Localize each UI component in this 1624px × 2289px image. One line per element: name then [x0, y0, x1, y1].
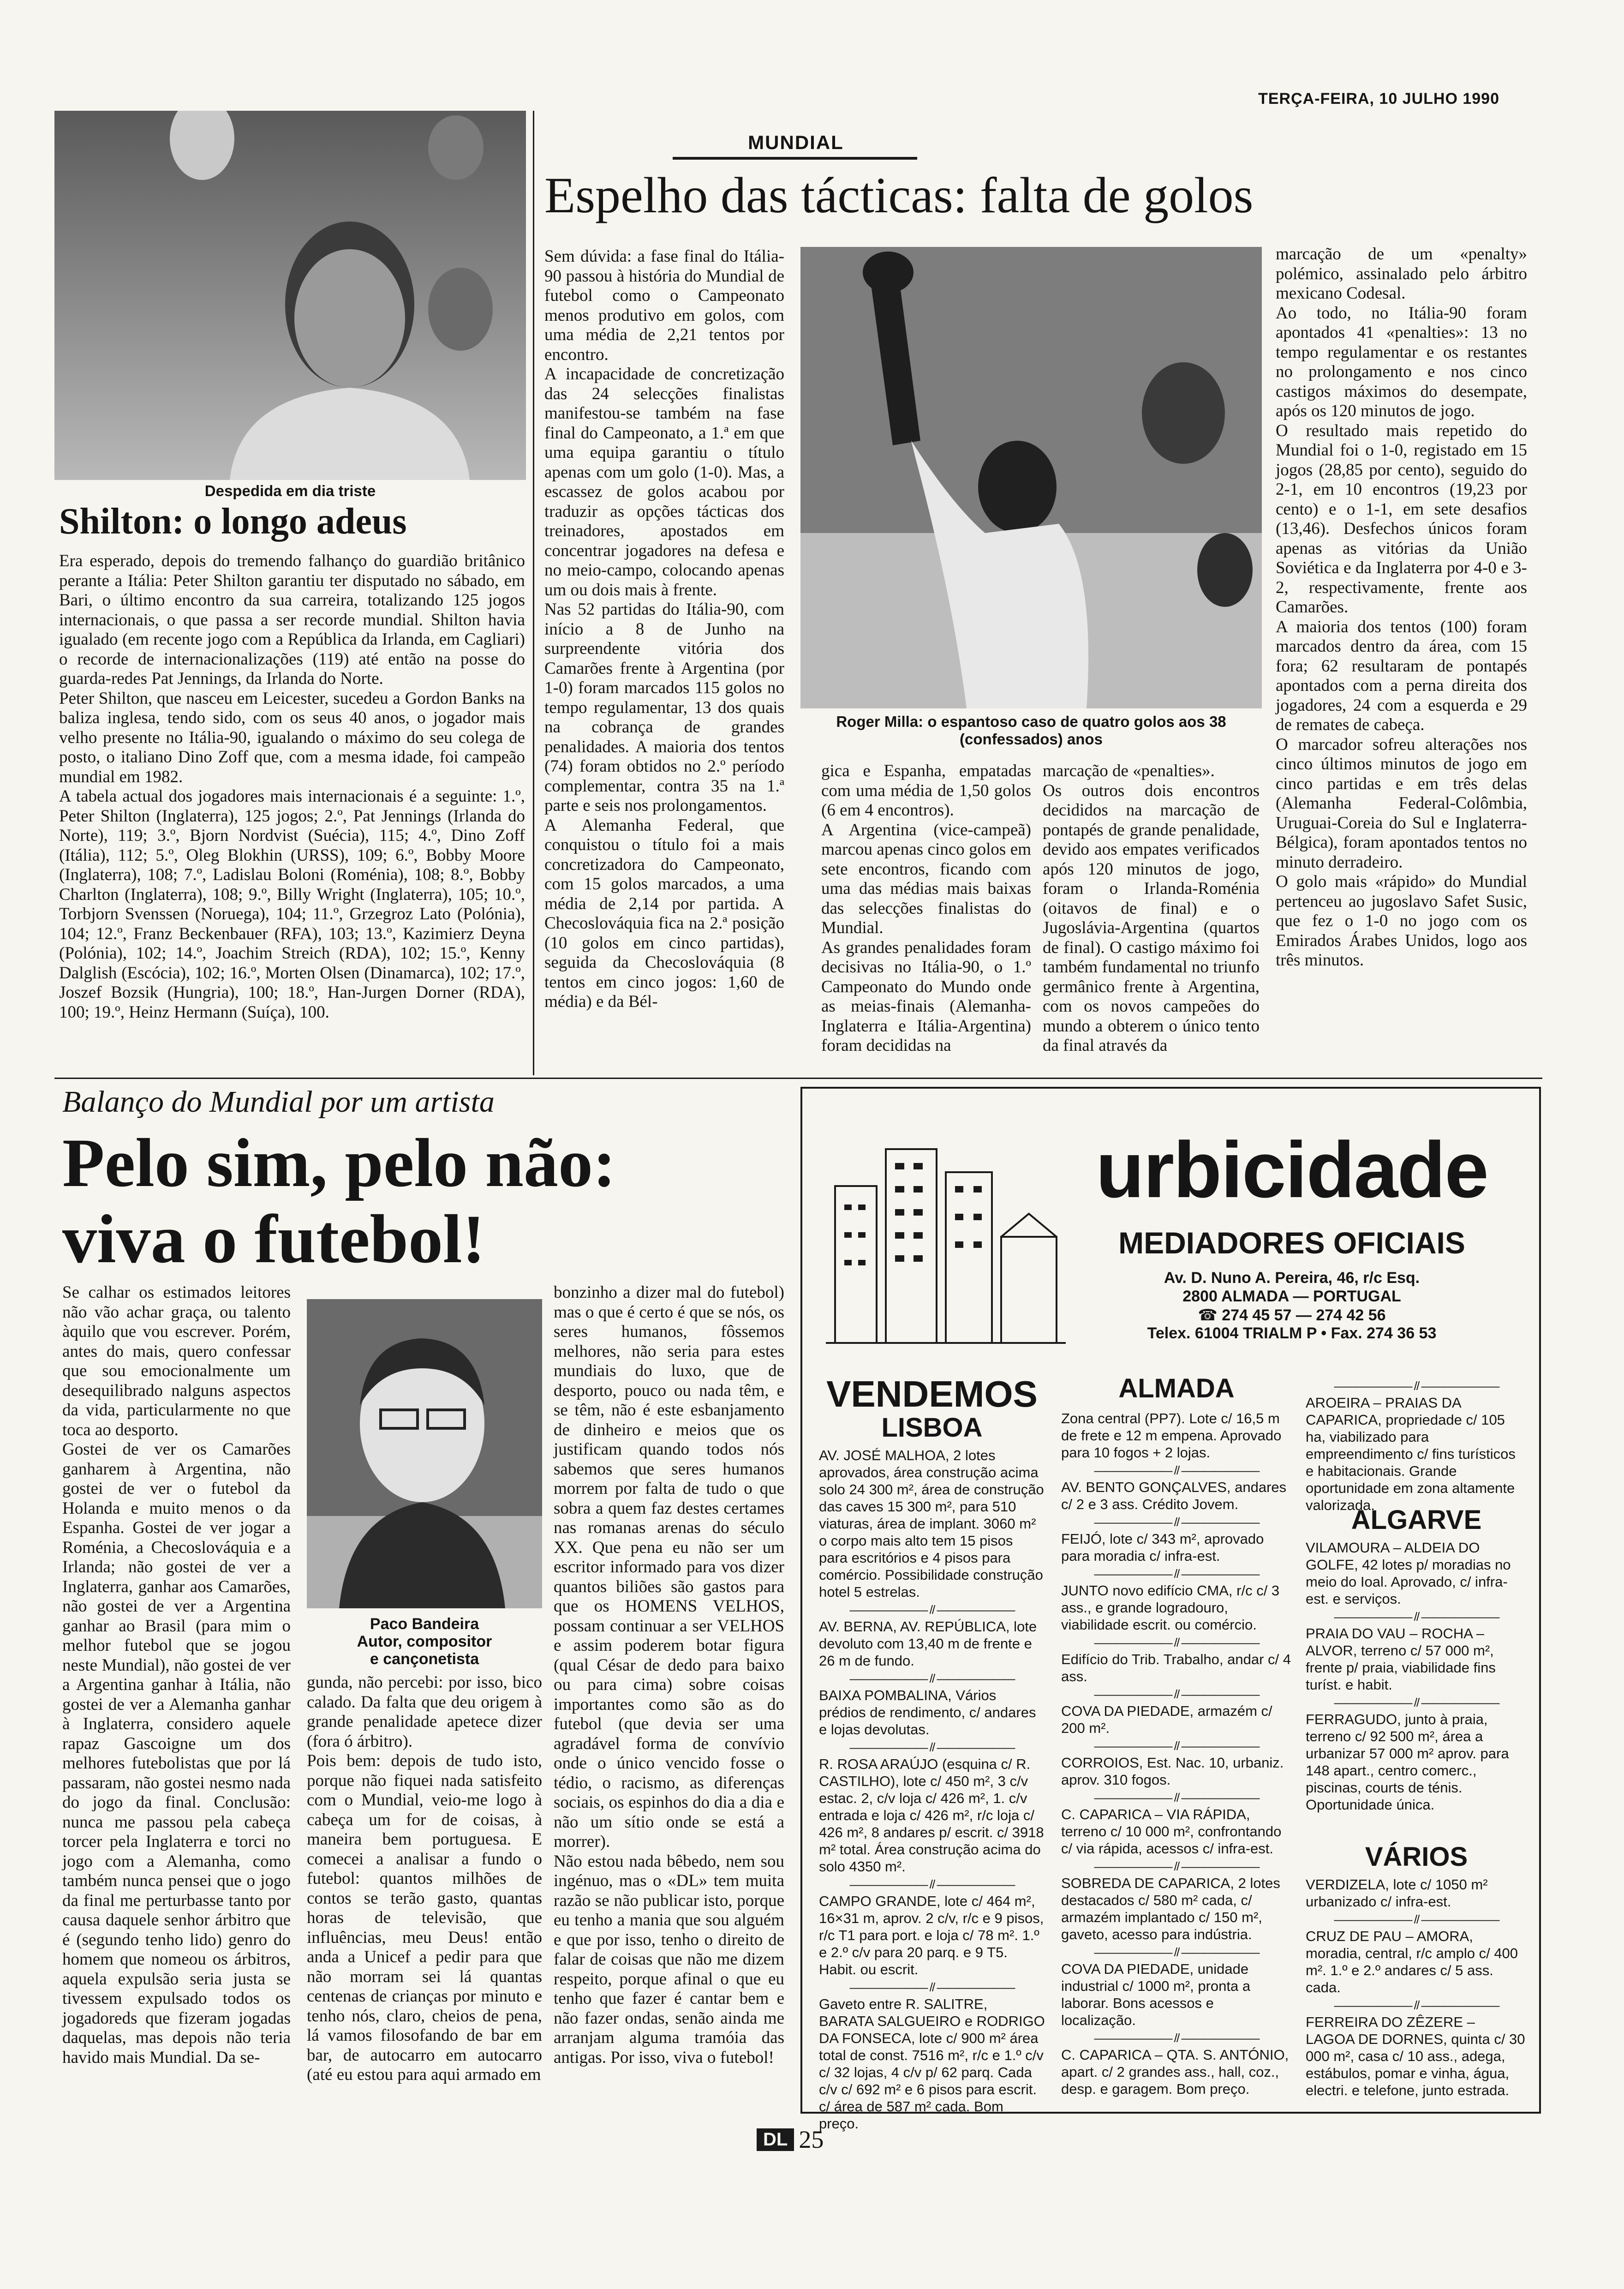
divider [1061, 1464, 1292, 1477]
ad-telex: Telex. 61004 TRIALM P • Fax. 274 36 53 [1147, 1324, 1437, 1342]
milla-photo [800, 247, 1262, 708]
list-item: BAIXA POMBALINA, Vários prédios de rendimento, c/ andares e lojas devolutas. [819, 1687, 1036, 1738]
balanco-kicker: Balanço do Mundial por um artista [62, 1085, 495, 1119]
divider [1306, 1696, 1527, 1709]
list-item: CORROIOS, Est. Nac. 10, urbaniz. aprov. 310 fogos. [1061, 1755, 1284, 1788]
ad-address-line1: Av. D. Nuno A. Pereira, 46, r/c Esq. [1164, 1269, 1420, 1287]
vendemos-heading: VENDEMOS [826, 1373, 1038, 1414]
divider [1306, 1913, 1527, 1926]
list-item: CRUZ DE PAU – AMORA, moradia, central, r/c amplo c/ 400 m². 1.º e 2.º andares c/ 5 ass. cada. [1306, 1928, 1518, 1995]
divider [1061, 1636, 1292, 1649]
list-item: VILAMOURA – ALDEIA DO GOLFE, 42 lotes p/ moradias no meio do Ioal. Aprovado, c/ infra-est. e serviços. [1306, 1540, 1511, 1607]
balanco-headline-line1: Pelo sim, pelo não: [62, 1125, 616, 1201]
brand-name: urbicidade [1096, 1126, 1488, 1214]
list-item: AV. JOSÉ MALHOA, 2 lotes aprovados, área construção acima solo 24 300 m², área de construção das caves 15 300 m², para 510 viaturas, área de implant. 3060 m² o corpo mais alto tem 15 pisos para escritórios e 4 pisos para comércio. Possibilidade construção hotel 5 estrelas. [819, 1447, 1044, 1600]
list-item: FERREIRA DO ZÊZERE – LAGOA DE DORNES, quinta c/ 30 000 m², casa c/ 10 ass., adega, estábulos, pomar e vinha, água, electri. e telefone, junto estrada. [1306, 2014, 1525, 2098]
ad-phones: ☎ 274 45 57 — 274 42 56 [1198, 1306, 1386, 1324]
divider [1306, 1610, 1527, 1623]
shilton-photo-caption: Despedida em dia triste [204, 482, 376, 499]
algarve-heading: ALGARVE [1351, 1505, 1482, 1535]
list-item: COVA DA PIEDADE, unidade industrial c/ 1000 m², pronta a laborar. Bons acessos e localização. [1061, 1961, 1251, 2028]
list-item: AV. BERNA, AV. REPÚBLICA, lote devoluto com 13,40 m de frente e 26 m de fundo. [819, 1618, 1037, 1669]
almada-listings [1061, 1410, 1292, 2100]
mundial-col4: marcação de um «penalty» polémico, assinalado pelo árbitro mexicano Codesal. Ao todo, no Itália-90 foram apontados 41 «penalties»: 13 no tempo regulamentar e os restantes no prolongamento e nos cinco castigos máximos do desempate, após os 120 minutos de jogo. O resultado mais repetido do Mundial foi o 1-0, registado em 15 jogos (28,85 por cento), seguido do 2-1, em 10 encontros (19,23 por cento) e o 1-1, em sete desafios (13,46). Desfechos únicos foram apenas as vitórias da União Soviética e da Inglaterra por 4-0 e 3-2, respectivamente, frente aos Camarões. A maioria dos tentos (100) foram marcados dentro da área, com 15 fora; 62 resultaram de pontapés apontados com a perna direita dos jogadores, 24 com a esquerda e 29 de remates de cabeça. O marcador sofreu alterações nos cinco últimos minutos de jogo em cinco partidas e em três delas (Alemanha Federal-Colômbia, Uruguai-Coreia do Sul e Inglaterra-Bélgica), foram apontados tentos no minuto derradeiro. O golo mais «rápido» do Mundial pertenceu ao jugoslavo Safet Susic, que fez o 1-0 no jogo com os Emirados Árabes Unidos, logo aos três minutos. [1276, 245, 1527, 970]
lisboa-listings [819, 1447, 1045, 2135]
balanco-col1: Se calhar os estimados leitores não vão achar graça, ou talento àquilo que vou escrever. Porém, antes do mais, quero confessar que sou emocionalmente um desequilibrado nalguns aspectos da vida, particularmente no que toca ao desporto. Gostei de ver os Camarões ganharem à Argentina, não gostei de ver o futebol da Holanda e muito menos o da Espanha. Gostei de ver jogar a Roménia, a Checoslováquia e a Irlanda; não gostei de ver a Inglaterra, ganhar aos Camarões, não gostei de ver a Argentina ganhar ao Brasil (para mim o melhor futebol que se jogou neste Mundial), não gostei de ver a Argentina ganhar à Itália, não gostei de ver a Alemanha ganhar à Inglaterra, considero aquele rapaz Gascoigne um dos melhores futebolistas que por lá passaram, não gostei nesmo nada do jogo da final. Conclusão: nunca me passou pela cabeça torcer pela Inglaterra e torci no jogo com a Alemanha, como também nunca pensei que o jogo da final me perturbasse tanto por causa daquele senhor árbitro que é (segundo tenho lido) genro do homem que nomeou os árbitros, aquela expulsão seria justa se tivessem expulsado todos os jogadoreds que fizeram jogadas daquelas, mas depois não teria havido mais Mundial. Da se- [62, 1283, 291, 2067]
divider [1061, 1516, 1292, 1528]
page-number: 25 [799, 2126, 824, 2153]
varios-heading: VÁRIOS [1365, 1842, 1468, 1872]
list-item: Zona central (PP7). Lote c/ 16,5 m de frete e 12 m empena. Aprovado para 10 fogos + 2 lojas. [1061, 1410, 1282, 1461]
list-item: AROEIRA – PRAIAS DA CAPARICA, propriedade c/ 105 ha, viabilizado para empreendimento c/ fins turísticos e habitacionais. Grande oportunidade em zona altamente valorizada. [1306, 1395, 1516, 1513]
list-item: JUNTO novo edifício CMA, r/c c/ 3 ass., e grande logradouro, viabilidade escrit. ou comércio. [1061, 1582, 1280, 1633]
page-footer [757, 2125, 824, 2153]
portrait-photo-icon [54, 111, 526, 480]
divider [1061, 1739, 1292, 1752]
algarve-listings [1306, 1539, 1527, 1816]
divider [1061, 1860, 1292, 1873]
mundial-headline: Espelho das tácticas: falta de golos [544, 167, 1254, 223]
column-divider [533, 111, 534, 1075]
divider [1061, 2031, 1292, 2044]
balanco-col3: bonzinho a dizer mal do futebol) mas o que é certo é que se nós, os seres humanos, fôssemos melhores, não seria para estes mundiais do luxo, que de desporto, pouco ou nada têm, e se têm, não é este esbanjamento de dinheiro e meios que os justificam quando todos nós sabemos que seres humanos morrem por falta de tudo o que sobra a quem faz destes certames nas romanas arenas do século XX. Que pena eu não ser um escritor informado para vos dizer quantos biliões são gastos para que os HOMENS VELHOS, possam continuar a ser VELHOS e assim poderem botar figura (qual César de dedo para baixo ou para cima) sobre coisas importantes como são as do futebol (que devia ser uma agradável forma de convívio onde o único vencido fosse o tédio, o racismo, as diferenças sociais, os espinhos do dia a dia e não um sítio onde se está a morrer). Não estou nada bêbedo, nem sou ingénuo, mas o «DL» tem muita razão se não publicar isto, porque eu tenho a mania que sou alguém e que por isso, tenho o direito de falar de coisas que não me dizem respeito, porque afinal o que eu tenho que fazer é cantar bem e não fazer ondas, senão ainda me arranjam alguma tramóia das antigas. Por isso, viva o futebol! [554, 1283, 784, 2067]
list-item: AV. BENTO GONÇALVES, andares c/ 2 e 3 ass. Crédito Jovem. [1061, 1479, 1287, 1512]
list-item: PRAIA DO VAU – ROCHA – ALVOR, terreno c/ 57 000 m², frente p/ praia, viabilidade fins turíst. e habit. [1306, 1625, 1496, 1693]
list-item: SOBREDA DE CAPARICA, 2 lotes destacados c/ 580 m² cada, c/ armazém implantado c/ 150 m², gaveto, acesso para indústria. [1061, 1875, 1280, 1942]
list-item: Gaveto entre R. SALITRE, BARATA SALGUEIRO e RODRIGO DA FONSECA, lote c/ 900 m² área total de const. 7516 m², r/c e 1.º c/v c/ 32 lojas, 4 c/v p/ 62 parq. Cada c/v c/ 692 m² e 6 pisos para escrit. c/ área de 587 m² cada. Bom preço. [819, 1996, 1045, 2132]
section-label: MUNDIAL [748, 132, 844, 153]
list-item: C. CAPARICA – QTA. S. ANTÓNIO, apart. c/ 2 grandes ass., hall, coz., desp. e garagem. Bom preço. [1061, 2047, 1289, 2097]
shilton-body: Era esperado, depois do tremendo falhanço do guardião britânico perante a Itália: Peter Shilton garantiu ter disputado no sábado, em Bari, o último encontro da sua carreira, totalizando 125 jogos internacionais, o que passa a ser recorde mundial. Shilton havia igualado (em recente jogo com a República da Irlanda, em Cagliari) o recorde de internacionalizações (119) até então na posse do guarda-redes Pat Jennings, da Irlanda do Norte. Peter Shilton, que nasceu em Leicester, sucedeu a Gordon Banks na baliza inglesa, tendo sido, com os seus 40 anos, o jogador mais velho presente no Itália-90, igualando o máximo do seu colega de posto, o italiano Dino Zoff que, com a mesma idade, foi campeão mundial em 1982. A tabela actual dos jogadores mais internacionais é a seguinte: 1.º, Peter Shilton (Inglaterra), 125 jogos; 2.º, Pat Jennings (Irlanda do Norte), 119; 3.º, Bjorn Nordvist (Suécia), 115; 4.º, Dino Zoff (Itália), 112; 5.º, Oleg Blokhin (URSS), 109; 6.º, Bobby Moore (Inglaterra), 108; 7.º, Ladislau Boloni (Roménia), 108; 8.º, Bobby Charlton (Inglaterra), 108; 9.º, Billy Wright (Inglaterra), 105; 10.º, Torbjorn Svenssen (Noruega), 104; 11.º, Grzegroz Lato (Polónia), 104; 12.º, Franz Beckenbauer (RFA), 103; 13.º, Kazimierz Deyna (Polónia), 102; 14.º, Joachim Streich (RDA), 102; 15.º, Kenny Dalglish (Escócia), 102; 16.º, Morten Olsen (Dinamarca), 102; 17.º, Joszef Bozsik (Hungria), 100; 18.º, Han-Jurgen Dorner (RDA), 100; 19.º, Heinz Hermann (Suíça), 100. [59, 551, 525, 1022]
list-item: VERDIZELA, lote c/ 1050 m² urbanizado c/ infra-est. [1306, 1876, 1488, 1910]
lisboa-heading: LISBOA [881, 1413, 983, 1443]
shilton-headline: Shilton: o longo adeus [59, 501, 407, 542]
city-skyline-icon [826, 1131, 1066, 1352]
divider [819, 1878, 1045, 1891]
list-item: C. CAPARICA – VIA RÁPIDA, terreno c/ 10 000 m², confrontando c/ via rápida, acessos c/ infra-est. [1061, 1806, 1282, 1857]
divider [1306, 1379, 1527, 1392]
caparica-listings [1306, 1378, 1527, 1516]
celebration-photo-icon [800, 247, 1262, 708]
bandeira-photo [307, 1299, 542, 1608]
list-item: R. ROSA ARAÚJO (esquina c/ R. CASTILHO), lote c/ 450 m², 3 c/v estac. 2, c/v loja c/ 426 m², 1. c/v entrada e loja c/ 426 m², r/c loja c/ 426 m², 8 andares p/ escrit. c/ 3918 m² total. Área construção acima do solo 4350 m². [819, 1756, 1044, 1875]
ad-address-line2: 2800 ALMADA — PORTUGAL [1182, 1288, 1401, 1305]
divider [819, 1981, 1045, 1994]
mundial-col3: marcação de «penalties». Os outros dois encontros decididos na marcação de pontapés de grande penalidade, devido aos empates verificados após 120 minutos de jogo, foram o Irlanda-Roménia (oitavos de final) e o Jugoslávia-Argentina (quartos de final). O castigo máximo foi também fundamental no triunfo germânico frente à Argentina, com os novos campeões do mundo a obterem o único tento da final através da [1043, 761, 1260, 1055]
list-item: FEIJÓ, lote c/ 343 m², aprovado para moradia c/ infra-est. [1061, 1531, 1264, 1564]
mundial-col2: gica e Espanha, empatadas com uma média de 1,50 golos (6 em 4 encontros). A Argentina (vice-campeã) marcou apenas cinco golos em sete encontros, ficando com uma das médias mais baixas das selecções finalistas do Mundial. As grandes penalidades foram decisivas no Itália-90, o 1.º Campeonato do Mundo onde as meias-finais (Alemanha-Inglaterra e Itália-Argentina) foram decididas na [821, 761, 1031, 1055]
divider [819, 1603, 1045, 1616]
dl-logo: DL [757, 2128, 794, 2151]
balanco-headline-line2: viva o futebol! [62, 1201, 485, 1277]
divider [1061, 1688, 1292, 1701]
section-divider [54, 1078, 1542, 1079]
bandeira-photo-caption: Paco Bandeira Autor, compositor e cançonetista [357, 1615, 492, 1668]
divider [1061, 1567, 1292, 1580]
almada-heading: ALMADA [1118, 1373, 1235, 1403]
list-item: CAMPO GRANDE, lote c/ 464 m², 16×31 m, aprov. 2 c/v, r/c e 9 pisos, r/c T1 para port. e loja c/ 78 m². 1.º e 2.º c/v para 20 parq. e 9 T5. Habit. ou escrit. [819, 1893, 1044, 1977]
divider [819, 1741, 1045, 1754]
divider [1061, 1946, 1292, 1959]
milla-photo-caption: Roger Milla: o espantoso caso de quatro golos aos 38 (confessados) anos [836, 713, 1226, 748]
divider [1061, 1791, 1292, 1804]
portrait-photo-icon [307, 1299, 542, 1608]
shilton-photo [54, 111, 526, 480]
brand-subtitle: MEDIADORES OFICIAIS [1118, 1226, 1465, 1260]
section-rule [673, 157, 917, 160]
list-item: COVA DA PIEDADE, armazém c/ 200 m². [1061, 1703, 1272, 1736]
list-item: FERRAGUDO, junto à praia, terreno c/ 92 500 m², área a urbanizar 57 000 m² aprov. para 148 apart., centro comerc., piscinas, courts de ténis. Oportunidade única. [1306, 1711, 1509, 1813]
divider [819, 1672, 1045, 1685]
balanco-col2: gunda, não percebi: por isso, bico calado. Da falta que deu origem à grande penalidade apetece dizer (fora ó árbitro). Pois bem: depois de tudo isto, porque não fiquei nada satisfeito com o Mundial, veio-me logo à cabeça um for de coisas, à maneira bem portuguesa. E comecei a analisar a fundo o futebol: quantos milhões de contos se terão gasto, quantas horas de televisão, que influências, meu Deus! então anda a Unicef a pedir para que não morram sei lá quantas centenas de crianças por minuto e tenho nós, claro, cheios de pena, lá vamos filosofando de bar em bar, de autocarro em autocarro (até eu estou para aqui armado em [307, 1673, 542, 2084]
varios-listings [1306, 1876, 1527, 2102]
list-item: Edifício do Trib. Trabalho, andar c/ 4 ass. [1061, 1651, 1291, 1684]
divider [1306, 1999, 1527, 2012]
page-date: TERÇA-FEIRA, 10 JULHO 1990 [1258, 90, 1499, 108]
mundial-col1: Sem dúvida: a fase final do Itália-90 passou à história do Mundial de futebol como o Campeonato menos produtivo em golos, com uma média de 2,21 tentos por encontro. A incapacidade de concretização das 24 selecções finalistas manifestou-se também na fase final do Campeonato, a 1.ª em que uma equipa garantiu o título apenas com um golo (1-0). Mas, a escassez de golos acabou por traduzir as opções tácticas dos treinadores, apostados em concentrar jogadores na defesa e no meio-campo, colocando apenas um ou dois mais à frente. Nas 52 partidas do Itália-90, com início a 8 de Junho na surpreendente vitória dos Camarões frente à Argentina (por 1-0) foram marcados 115 golos no tempo regulamentar, 13 dos quais na cobrança de grandes penalidades. A maioria dos tentos (74) foram obtidos no 2.º período complementar, contra 35 na 1.ª parte e seis nos prolongamentos. A Alemanha Federal, que conquistou o título foi a mais concretizadora do Campeonato, com 15 golos marcados, a uma média de 2,14 por partida. A Checoslováquia fica na 2.ª posição (10 golos em cinco partidas), seguida da Checoslováquia (8 tentos em cinco jogos: 1,60 de média) e da Bél- [544, 247, 784, 1011]
